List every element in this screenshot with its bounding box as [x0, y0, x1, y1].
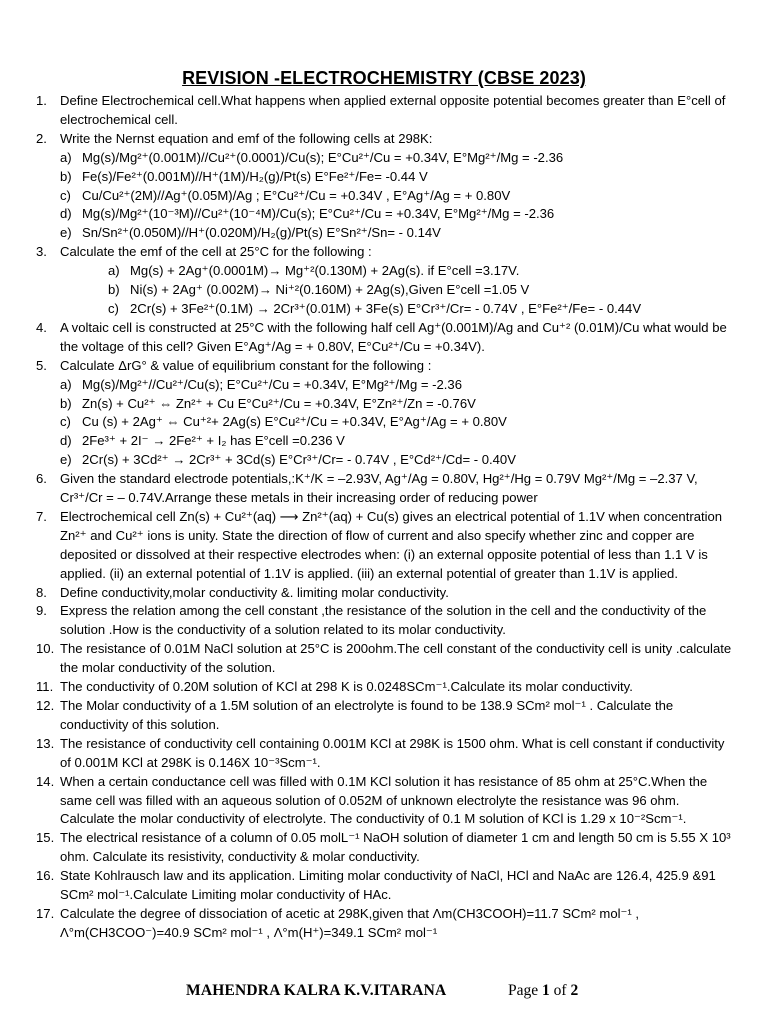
question-item: [36, 735, 736, 773]
question-number: 15.: [36, 830, 55, 846]
question-text: Calculate ΔrG° & value of equilibrium constant for the following :: [60, 357, 432, 373]
sub-question-label: b): [108, 282, 120, 298]
question-text: Given the standard electrode potentials,:K⁺/K = –2.93V, Ag⁺/Ag = 0.80V, Hg²⁺/Hg = 0.79V Mg²⁺/Mg = –2.37 V, Cr³⁺/Cr = – 0.74V.Arrange these metals in their increasing order of reducing power: [60, 471, 698, 506]
question-number: 16.: [36, 868, 55, 884]
page-current: 1: [542, 982, 550, 999]
sub-question-label: c): [60, 187, 71, 203]
sub-question-text: Mg(s)/Mg²⁺(0.001M)//Cu²⁺(0.0001)/Cu(s); E°Cu²⁺/Cu = +0.34V, E°Mg²⁺/Mg = -2.36: [82, 149, 564, 165]
question-text: Define conductivity,molar conductivity &. limiting molar conductivity.: [60, 584, 449, 600]
sub-question-label: a): [60, 376, 72, 392]
question-text: Write the Nernst equation and emf of the following cells at 298K:: [60, 130, 433, 146]
question-item: [36, 508, 736, 584]
sub-question-item: [36, 300, 736, 319]
sub-question-text: Zn(s) + Cu²⁺ ⇔ Zn²⁺ + Cu E°Cu²⁺/Cu = +0.34V, E°Zn²⁺/Zn = -0.76V: [82, 395, 476, 411]
question-number: 6.: [36, 471, 47, 487]
sub-question-item: [36, 205, 736, 224]
question-item: [36, 678, 736, 697]
sub-question-label: d): [60, 433, 72, 449]
page-total: 2: [570, 982, 579, 999]
question-text: Electrochemical cell Zn(s) + Cu²⁺(aq) ⟶ Zn²⁺(aq) + Cu(s) gives an electrical potential of 1.1V when concentration Zn²⁺ and Cu²⁺ ions is unity. State the direction of flow of current and also specify whether zinc and copper are deposited or dissolved at their respective electrodes when: (i) an external opposite potential of less than 1.1 V is applied. (ii) an external potential of 1.1V is applied. (iii) an external potential of greater than 1.1V is applied.: [60, 508, 723, 581]
sub-question-label: e): [60, 225, 72, 241]
footer-author: MAHENDRA KALRA K.V.ITARANA: [186, 982, 447, 999]
question-number: 5.: [36, 357, 47, 373]
sub-question-text: Mg(s)/Mg²⁺//Cu²⁺/Cu(s); E°Cu²⁺/Cu = +0.34V, E°Mg²⁺/Mg = -2.36: [82, 376, 462, 392]
question-number: 11.: [36, 679, 54, 695]
sub-question-text: Mg(s)/Mg²⁺(10⁻³M)//Cu²⁺(10⁻⁴M)/Cu(s); E°Cu²⁺/Cu = +0.34V, E°Mg²⁺/Mg = -2.36: [82, 206, 555, 222]
sub-question-item: [36, 376, 736, 395]
sub-question-text: 2Fe³⁺ + 2I⁻ → 2Fe²⁺ + I₂ has E°cell =0.236 V: [82, 433, 345, 449]
sub-question-item: [36, 432, 736, 451]
sub-question-item: [36, 224, 736, 243]
question-number: 9.: [36, 603, 47, 619]
sub-question-item: [36, 187, 736, 206]
question-item: [36, 697, 736, 735]
question-number: 3.: [36, 244, 47, 260]
page-word: Page: [508, 982, 539, 999]
sub-question-item: [36, 168, 736, 187]
question-item: [36, 867, 736, 905]
sub-question-label: a): [108, 263, 120, 279]
sub-question-label: d): [60, 206, 72, 222]
sub-question-item: [36, 413, 736, 432]
question-number: 10.: [36, 641, 55, 657]
question-item: [36, 243, 736, 262]
sub-question-label: c): [60, 414, 71, 430]
question-text: Calculate the emf of the cell at 25°C for the following :: [60, 244, 372, 260]
sub-question-text: Fe(s)/Fe²⁺(0.001M)//H⁺(1M)/H₂(g)/Pt(s) E°Fe²⁺/Fe= -0.44 V: [82, 168, 428, 184]
question-text: Calculate the degree of dissociation of acetic at 298K,given that Λm(CH3COOH)=11.7 SCm² mol⁻¹ , Λ°m(CH3COO⁻)=40.9 SCm² mol⁻¹ , Λ°m(H⁺)=349.1 SCm² mol⁻¹: [60, 905, 640, 940]
question-text: The resistance of conductivity cell containing 0.001M KCl at 298K is 1500 ohm. What is cell constant if conductivity of 0.001M KCl at 298K is 0.146X 10⁻³Scm⁻¹.: [60, 735, 725, 770]
sub-question-item: [36, 262, 736, 281]
sub-question-text: Mg(s) + 2Ag⁺(0.0001M)→ Mg⁺²(0.130M) + 2Ag(s). if E°cell =3.17V.: [130, 263, 520, 279]
page-of-word: of: [553, 982, 567, 999]
question-number: 1.: [36, 93, 47, 108]
question-number: 13.: [36, 735, 55, 751]
question-text: State Kohlrausch law and its application. Limiting molar conductivity of NaCl, HCl and NaAc are 126.4, 425.9 &91 SCm² mol⁻¹.Calculate Limiting molar conductivity of HAc.: [60, 868, 716, 903]
question-number: 17.: [36, 905, 55, 921]
sub-question-label: e): [60, 452, 72, 468]
question-item: [36, 470, 736, 508]
sub-question-item: [36, 281, 736, 300]
sub-question-text: 2Cr(s) + 3Cd²⁺ → 2Cr³⁺ + 3Cd(s) E°Cr³⁺/Cr= - 0.74V , E°Cd²⁺/Cd= - 0.40V: [82, 452, 516, 468]
question-number: 14.: [36, 773, 55, 789]
question-item: [36, 357, 736, 376]
sub-question-item: [36, 451, 736, 470]
question-item: [36, 773, 736, 830]
sub-question-text: Sn/Sn²⁺(0.050M)//H⁺(0.020M)/H₂(g)/Pt(s) E°Sn²⁺/Sn= - 0.14V: [82, 225, 441, 241]
question-item: [36, 829, 736, 867]
sub-question-item: [36, 395, 736, 414]
question-number: 8.: [36, 584, 47, 600]
sub-question-label: b): [60, 395, 72, 411]
question-item: [36, 905, 736, 943]
question-item: [36, 130, 736, 149]
page-indicator: [508, 982, 578, 1000]
document-title: REVISION -ELECTROCHEMISTRY (CBSE 2023): [182, 68, 586, 88]
sub-question-item: [36, 149, 736, 168]
question-item: [36, 602, 736, 640]
sub-question-text: Ni(s) + 2Ag⁺ (0.002M)→ Ni⁺²(0.160M) + 2Ag(s),Given E°cell =1.05 V: [130, 282, 530, 298]
question-text: Express the relation among the cell constant ,the resistance of the solution in the cell and the conductivity of the solution .How is the conductivity of a solution related to its molar conductivity.: [60, 603, 707, 638]
question-item: [36, 319, 736, 357]
question-item: [36, 640, 736, 678]
question-text: A voltaic cell is constructed at 25°C with the following half cell Ag⁺(0.001M)/Ag and Cu⁺² (0.01M)/Cu what would be the voltage of this cell? Given E°Ag⁺/Ag = + 0.80V, E°Cu²⁺/Cu = +0.34V).: [60, 319, 727, 354]
sub-question-label: a): [60, 149, 72, 165]
sub-question-text: 2Cr(s) + 3Fe²⁺(0.1M) → 2Cr³⁺(0.01M) + 3Fe(s) E°Cr³⁺/Cr= - 0.74V , E°Fe²⁺/Fe= - 0.44V: [130, 300, 642, 316]
question-list: [36, 92, 736, 943]
question-number: 2.: [36, 130, 47, 146]
question-item: [36, 584, 736, 603]
question-text: When a certain conductance cell was filled with 0.1M KCl solution it has resistance of 85 ohm at 25°C.When the same cell was filled with an aqueous solution of 0.052M of unknown electrolyte the resistance was 96 ohm. Calculate the molar conductivity of electrolyte. The conductivity of 0.1 M solution of KCl is 1.29 x 10⁻²Scm⁻¹.: [60, 773, 708, 827]
sub-question-label: b): [60, 168, 72, 184]
question-item: [36, 92, 736, 130]
sub-question-text: Cu (s) + 2Ag⁺ ⇔ Cu⁺²+ 2Ag(s) E°Cu²⁺/Cu = +0.34V, E°Ag⁺/Ag = + 0.80V: [82, 414, 507, 430]
question-number: 12.: [36, 698, 55, 713]
question-text: The Molar conductivity of a 1.5M solution of an electrolyte is found to be 138.9 SCm² mol⁻¹ . Calculate the conductivity of this solution.: [60, 698, 674, 732]
question-text: The conductivity of 0.20M solution of KCl at 298 K is 0.0248SCm⁻¹.Calculate its molar conductivity.: [60, 679, 633, 695]
question-text: The resistance of 0.01M NaCl solution at 25°C is 200ohm.The cell constant of the conductivity cell is unity .calculate the molar conductivity of the solution.: [60, 641, 732, 676]
question-number: 7.: [36, 508, 47, 524]
sub-question-label: c): [108, 300, 119, 316]
question-text: Define Electrochemical cell.What happens when applied external opposite potential becomes greater than E°cell of electrochemical cell.: [60, 93, 726, 127]
question-number: 4.: [36, 319, 47, 335]
question-text: The electrical resistance of a column of 0.05 molL⁻¹ NaOH solution of diameter 1 cm and length 50 cm is 5.55 X 10³ ohm. Calculate its resistivity, conductivity & molar conductivity.: [60, 830, 731, 865]
sub-question-text: Cu/Cu²⁺(2M)//Ag⁺(0.05M)/Ag ; E°Cu²⁺/Cu = +0.34V , E°Ag⁺/Ag = + 0.80V: [82, 187, 511, 203]
